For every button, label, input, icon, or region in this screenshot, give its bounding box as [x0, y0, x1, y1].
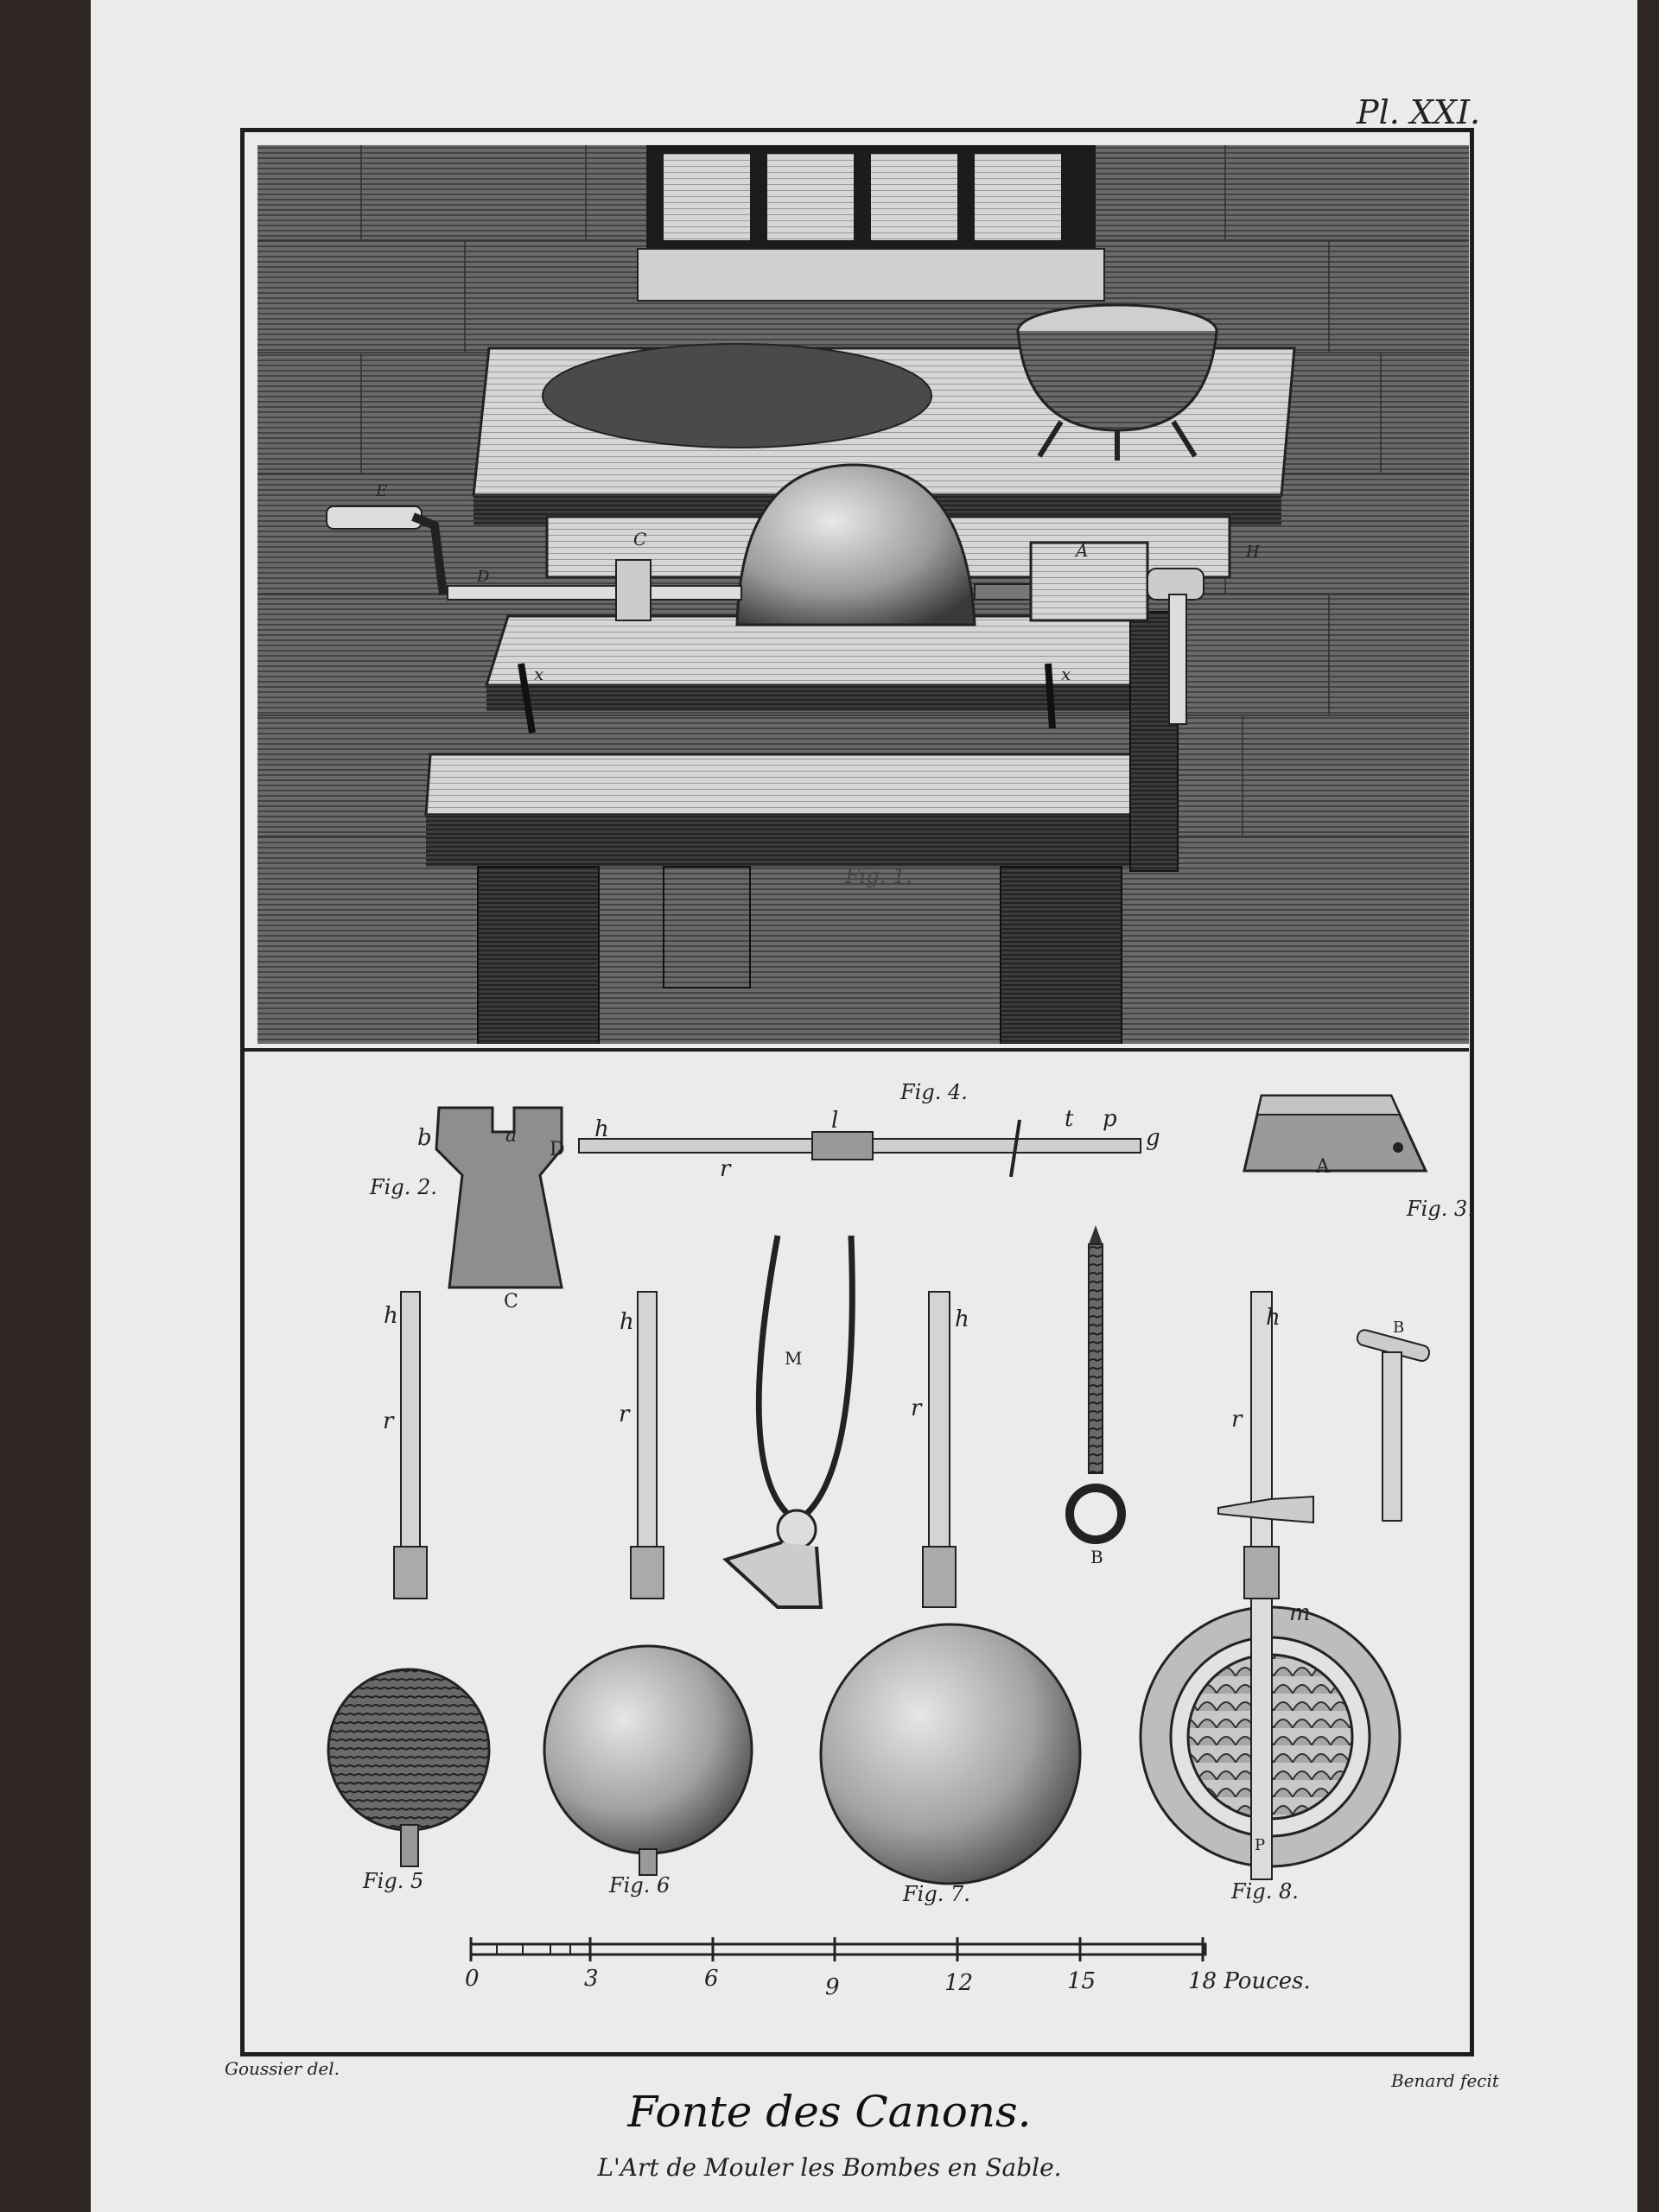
scale-tick-6: 6	[704, 1966, 719, 1992]
fig4-label-l: l	[831, 1108, 839, 1134]
compasses-M	[726, 1236, 852, 1607]
label-E: E	[376, 482, 388, 500]
label-D: D	[477, 568, 490, 586]
fig4-label-t: t	[1065, 1106, 1074, 1132]
fig8-section	[1141, 1292, 1400, 1879]
fig5-tool	[328, 1292, 489, 1866]
fig7-caption: Fig. 7.	[903, 1882, 970, 1906]
scale-tick-18: 18 Pouces.	[1188, 1968, 1311, 1994]
fig4-rod	[579, 1120, 1141, 1177]
fig2-label-D: D	[550, 1139, 565, 1160]
fig7-label-h: h	[955, 1306, 969, 1332]
fig6-tool	[544, 1292, 752, 1875]
screw-B	[1070, 1225, 1122, 1540]
fig3-label-A: A	[1316, 1156, 1330, 1178]
scale-tick-0: 0	[465, 1966, 480, 1992]
fig4-label-r: r	[720, 1156, 731, 1182]
scale-tick-3: 3	[584, 1966, 599, 1992]
fig2-label-a: a	[505, 1125, 518, 1147]
fig4-label-p: p	[1103, 1106, 1117, 1132]
credit-draftsman: Goussier del.	[225, 2058, 340, 2079]
fig3-block	[1244, 1096, 1426, 1171]
credit-engraver: Benard fecit	[1391, 2070, 1499, 2091]
label-x-left: x	[534, 664, 544, 684]
scale-bar	[471, 1937, 1205, 1961]
fig8-label-m: m	[1289, 1600, 1311, 1626]
fig7-label-r: r	[911, 1395, 922, 1421]
fig7-tool	[821, 1292, 1080, 1884]
fig2-label-b: b	[417, 1125, 432, 1151]
fig5-label-r: r	[383, 1408, 394, 1434]
scale-tick-9: 9	[825, 1974, 840, 2000]
fig8-label-P: P	[1255, 1836, 1266, 1854]
screw-label-B: B	[1090, 1547, 1103, 1567]
label-A: A	[1076, 540, 1089, 561]
tee-handle-B	[1356, 1328, 1431, 1521]
fig6-label-h: h	[620, 1309, 634, 1335]
fig4-label-h: h	[594, 1116, 609, 1142]
label-H: H	[1246, 543, 1260, 561]
fig5-label-h: h	[384, 1303, 398, 1329]
fig4-label-g: g	[1146, 1125, 1160, 1151]
label-C: C	[633, 529, 647, 550]
plate-title: Fonte des Canons.	[627, 2087, 1032, 2137]
fig2-caption: Fig. 2.	[370, 1175, 437, 1199]
fig4-caption: Fig. 4.	[900, 1080, 968, 1104]
plate-subtitle: L'Art de Mouler les Bombes en Sable.	[597, 2153, 1062, 2182]
fig5-caption: Fig. 5	[363, 1869, 424, 1893]
fig6-caption: Fig. 6	[609, 1873, 671, 1897]
fig8-label-h: h	[1266, 1305, 1281, 1331]
fig3-caption: Fig. 3.	[1407, 1197, 1474, 1221]
fig1-caption: Fig. 1.	[845, 864, 912, 888]
scale-tick-15: 15	[1067, 1968, 1096, 1994]
scale-tick-12: 12	[944, 1970, 974, 1996]
plate-number: Pl. XXI.	[1357, 93, 1481, 131]
compasses-label-M: M	[785, 1348, 803, 1369]
tee-handle-label-B: B	[1393, 1319, 1405, 1337]
fig2-label-C: C	[504, 1291, 518, 1313]
fig8-caption: Fig. 8.	[1231, 1879, 1299, 1904]
label-x-right: x	[1061, 664, 1071, 684]
fig6-label-r: r	[619, 1402, 630, 1427]
fig2-block	[436, 1108, 562, 1287]
fig8-label-r: r	[1231, 1407, 1243, 1433]
